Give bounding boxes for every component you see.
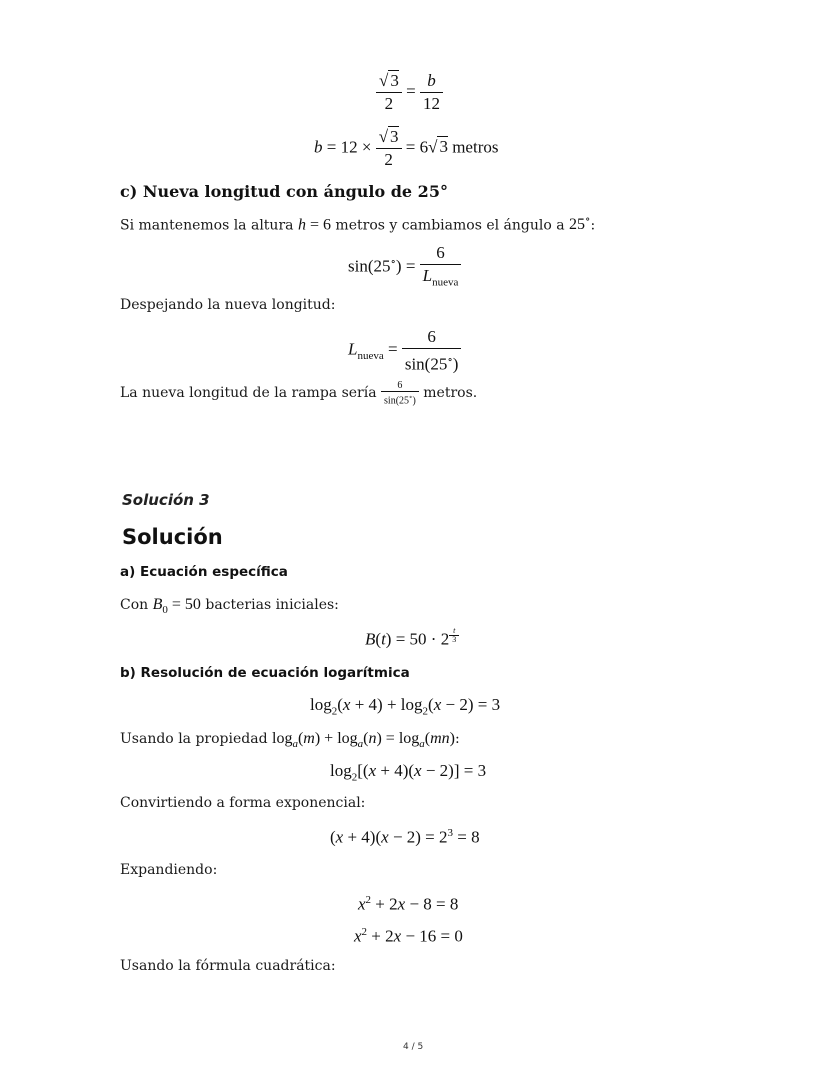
equation-expanded-1: $x^2 + 2x - 8 = 8$ <box>358 894 459 914</box>
exponential-text: Convirtiendo a forma exponencial: <box>120 795 366 811</box>
quadratic-text: Usando la fórmula cuadrática: <box>120 958 336 974</box>
equation-expanded-2: $x^2 + 2x - 16 = 0$ <box>354 926 463 946</box>
section-c-conclusion: La nueva longitud de la rampa sería $\frac{6}{\sin(25^\circ)}$ metros. <box>120 380 478 407</box>
section-c-intro: Si mantenemos la altura h = 6 metros y cambiamos el ángulo a 25∘: <box>120 214 596 234</box>
equation-bacteria: B(t) = 50 · 2 $^{\frac{t}{3}}$ <box>365 627 459 650</box>
expanding-text: Expandiendo: <box>120 862 218 878</box>
section-c-heading: c) Nueva longitud con ángulo de 25° <box>120 182 448 201</box>
equation-b-value: b = 12 × $\frac{√ 3}{2}$ = 6√ 3 metros <box>314 127 499 169</box>
page-number: 4 / 5 <box>403 1042 424 1052</box>
part-a-intro: Con $B_0 = 50$ bacterias iniciales: <box>120 596 339 617</box>
equation-log: $\log_2(x + 4) + \log_2(x - 2) = 3$ <box>310 695 501 718</box>
equation-ratio: $\frac{√ 3}{2}$ = $\frac{b}{12}$ <box>376 70 443 115</box>
part-b-heading: b) Resolución de ecuación logarítmica <box>120 665 410 681</box>
despejando-text: Despejando la nueva longitud: <box>120 297 336 313</box>
part-a-heading: a) Ecuación específica <box>120 564 288 580</box>
equation-sine: sin(25∘) = $\frac{6}{L_{nueva}}$ <box>348 242 461 293</box>
solution-title: Solución <box>122 525 223 549</box>
solution-3-label: Solución 3 <box>122 491 210 509</box>
property-line: Usando la propiedad $\log_a(m) + \log_a(n) = \log_a(mn)$: <box>120 730 460 751</box>
equation-l-nueva: $L_{nueva}$ = $\frac{6}{\sin(25^\circ)}$ <box>348 326 461 376</box>
equation-log-combined: $\log_2[(x + 4)(x - 2)] = 3$ <box>330 761 487 784</box>
unit-metros: metros <box>452 137 499 157</box>
equation-exponential: $(x + 4)(x - 2) = 2^3 = 8$ <box>330 827 480 847</box>
